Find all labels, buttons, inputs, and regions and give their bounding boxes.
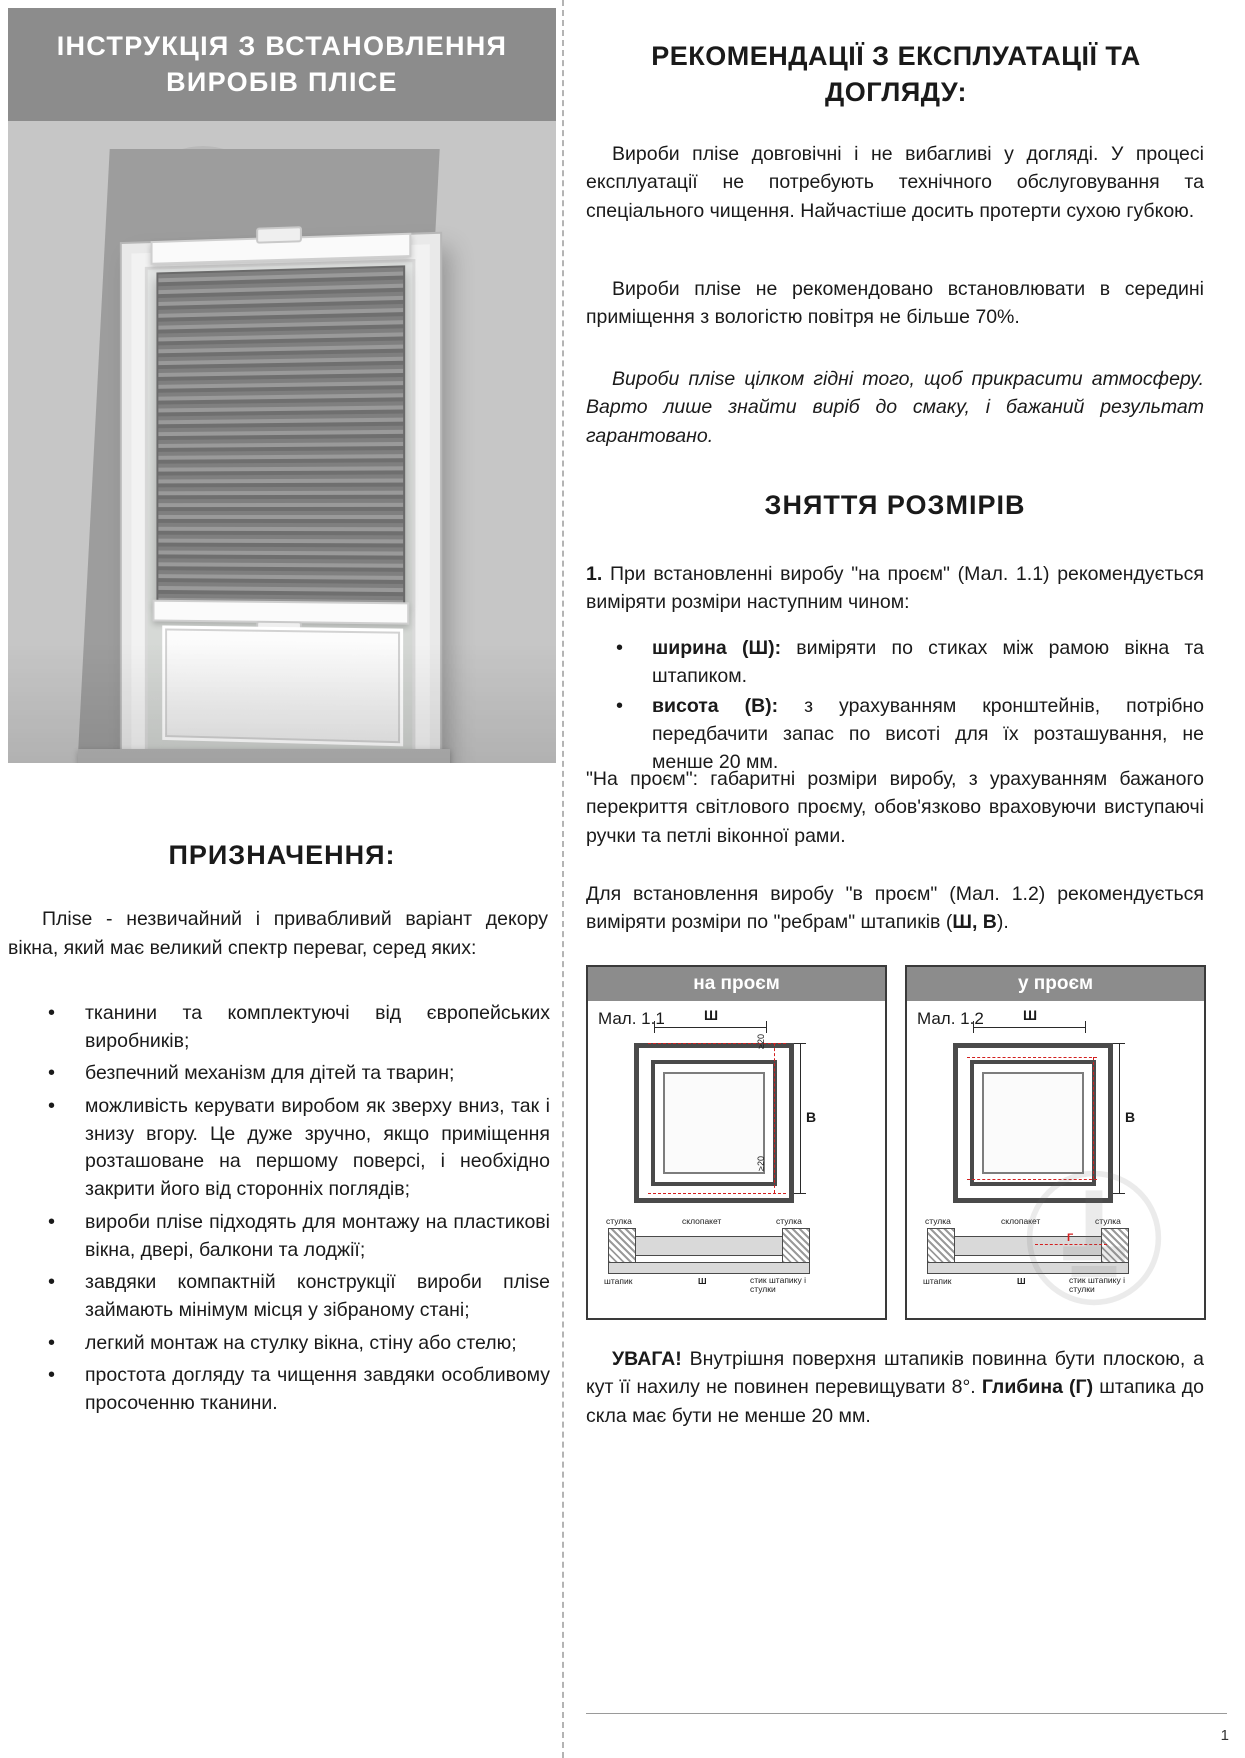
section-depth-label: Г bbox=[1067, 1232, 1074, 1244]
list-item: • завдяки компактній конструкції вироби пліse займають мінімум місця у зібраному стані; bbox=[30, 1269, 550, 1324]
recommendations-paragraph-2: Вироби пліse не рекомендовано встановлювати в середині приміщення з вологістю повітря не більше 70%. bbox=[586, 278, 1204, 329]
pleated-blind-illustration bbox=[8, 121, 556, 763]
list-item: • вироби пліse підходять для монтажу на пластикові вікна, двері, балкони та лоджії; bbox=[30, 1209, 550, 1264]
diagram-1-width-tick-right bbox=[766, 1021, 767, 1033]
section-label-width: Ш bbox=[1017, 1276, 1026, 1286]
section-glass-unit bbox=[951, 1236, 1105, 1256]
left-header-title: ІНСТРУКЦІЯ З ВСТАНОВЛЕННЯ ВИРОБІВ ПЛІСЕ bbox=[56, 30, 508, 97]
diagram-2-width-tick-left bbox=[973, 1021, 974, 1033]
section-label-sash-right: стулка bbox=[1095, 1216, 1121, 1226]
list-item: • безпечний механізм для дітей та тварин; bbox=[30, 1060, 550, 1088]
diagram-2-height-label: В bbox=[1125, 1109, 1136, 1125]
diagram-1-red-bottom bbox=[648, 1193, 786, 1194]
diagram-2-height-tick-top bbox=[1113, 1043, 1125, 1044]
diagram-2-width-line bbox=[973, 1027, 1085, 1028]
section-sash-right bbox=[1101, 1228, 1129, 1264]
diagram-1-offset-bottom: ≥20 bbox=[756, 1156, 766, 1171]
list-item bbox=[586, 635, 1204, 690]
measuring-step-text: При встановленні виробу "на проєм" (Мал. 1.1) рекомендується виміряти розміри наступним чином: bbox=[586, 563, 1204, 614]
warning-text-2: штапика до скла має бути не менше 20 мм. bbox=[586, 1376, 1204, 1427]
diagram-2-body bbox=[907, 1001, 1204, 1318]
diagram-2-height-tick-bottom bbox=[1113, 1193, 1125, 1194]
diagram-1-figure-label: Мал. 1.1 bbox=[598, 1009, 665, 1028]
diagram-1-offset-top: ≥20 bbox=[756, 1034, 766, 1049]
diagram-2-red-bottom bbox=[967, 1179, 1097, 1180]
section-sash-left bbox=[608, 1228, 636, 1264]
footer-rule bbox=[586, 1713, 1227, 1714]
section-beading bbox=[927, 1262, 1129, 1274]
section-label-sash-right: стулка bbox=[776, 1216, 802, 1226]
diagram-row bbox=[586, 965, 1206, 1320]
diagram-1-height-tick-bottom bbox=[794, 1193, 806, 1194]
diagram-2-window-sash bbox=[970, 1060, 1096, 1186]
page-number: 1 bbox=[1220, 1727, 1229, 1744]
warning-text-1: Внутрішня поверхня штапиків повинна бути плоскою, а кут її нахилу не повинен перевищувати 8°. bbox=[586, 1348, 1204, 1399]
measure-height-label: висота (В): bbox=[652, 695, 779, 718]
diagram-2-height-line bbox=[1119, 1043, 1120, 1193]
diagram-1-body bbox=[588, 1001, 885, 1318]
diagram-2-width-label: Ш bbox=[1023, 1007, 1038, 1023]
list-item: • простота догляду та чищення завдяки особливому просоченню тканини. bbox=[30, 1362, 550, 1417]
list-item bbox=[586, 693, 1204, 776]
purpose-title: ПРИЗНАЧЕННЯ: bbox=[168, 840, 396, 870]
column-divider bbox=[562, 0, 564, 1758]
measuring-p3-bold: Ш, В bbox=[952, 911, 997, 934]
diagram-1-height-tick-top bbox=[794, 1043, 806, 1044]
diagram-in-opening bbox=[905, 965, 1206, 1320]
warning-depth-label: Глибина (Г) bbox=[981, 1376, 1094, 1399]
section-label-glass: склопакет bbox=[1001, 1216, 1041, 1226]
diagram-1-red-right bbox=[774, 1043, 775, 1193]
measuring-paragraph-3 bbox=[586, 880, 1204, 937]
diagram-1-height-label: В bbox=[806, 1109, 817, 1125]
measuring-p3-after: ). bbox=[996, 911, 1009, 934]
pleated-fabric bbox=[156, 265, 405, 604]
measure-width-text: виміряти по стиках між рамою вікна та штапиком. bbox=[652, 637, 1204, 687]
section-glass-unit bbox=[632, 1236, 786, 1256]
measure-width-label: ширина (Ш): bbox=[652, 637, 782, 659]
diagram-1-width-tick-left bbox=[654, 1021, 655, 1033]
section-label-sash-left: стулка bbox=[606, 1216, 632, 1226]
section-beading bbox=[608, 1262, 810, 1274]
warning-paragraph bbox=[586, 1345, 1204, 1430]
section-label-joint: стик штапику і стулки bbox=[1069, 1275, 1125, 1295]
diagram-2-red-top bbox=[967, 1057, 1097, 1058]
recommendations-title: РЕКОМЕНДАЦІЇ З ЕКСПЛУАТАЦІЇ ТА ДОГЛЯДУ: bbox=[651, 41, 1141, 108]
diagram-1-section bbox=[598, 1214, 816, 1310]
warning-label: УВАГА! bbox=[612, 1348, 682, 1370]
list-item: • можливість керувати виробом як зверху вниз, так і знизу вгору. Це дуже зручно, якщо приміщення розташоване на першому поверсі, і необхідно закрити його від сторонніх поглядів; bbox=[30, 1093, 550, 1204]
section-sash-left bbox=[927, 1228, 955, 1264]
diagram-on-opening bbox=[586, 965, 887, 1320]
diagram-1-width-label: Ш bbox=[704, 1007, 719, 1023]
recommendations-paragraph-3: Вироби пліse цілком гідні того, щоб прикрасити атмосферу. Варто лише знайти виріб до смаку, і бажаний результат гарантовано. bbox=[586, 368, 1204, 447]
purpose-intro: Пліse - незвичайний і привабливий варіант декору вікна, який має великий спектр переваг, серед яких: bbox=[8, 908, 548, 959]
diagram-2-red-right bbox=[1093, 1057, 1094, 1179]
measuring-p3-before: Для встановлення виробу "в проєм" (Мал. 1.2) рекомендується виміряти розміри по "ребрам" штапиків ( bbox=[586, 883, 1204, 934]
left-header-banner bbox=[8, 8, 556, 121]
left-column bbox=[0, 0, 556, 1758]
diagram-1-header: на проєм bbox=[588, 967, 885, 1001]
section-label-joint: стик штапику і стулки bbox=[750, 1275, 806, 1295]
diagram-1-window-glass bbox=[663, 1072, 765, 1174]
section-label-beading: штапик bbox=[604, 1276, 633, 1286]
diagram-2-figure-label: Мал. 1.2 bbox=[917, 1009, 984, 1028]
list-item: • тканини та комплектуючі від європейських виробників; bbox=[30, 1000, 550, 1055]
purpose-bullet-list bbox=[30, 1000, 550, 1423]
diagram-1-window bbox=[634, 1043, 794, 1203]
diagram-2-window-glass bbox=[982, 1072, 1084, 1174]
section-sash-right bbox=[782, 1228, 810, 1264]
section-label-glass: склопакет bbox=[682, 1216, 722, 1226]
section-label-width: Ш bbox=[698, 1276, 707, 1286]
diagram-2-section bbox=[917, 1214, 1135, 1310]
section-label-beading: штапик bbox=[923, 1276, 952, 1286]
measuring-paragraph-2: "На проєм": габаритні розміри виробу, з урахуванням бажаного перекриття світлового проєму, обов'язково враховуючи виступаючі ручки та петлі віконної рами. bbox=[586, 768, 1204, 847]
diagram-2-header: у проєм bbox=[907, 967, 1204, 1001]
section-depth-line bbox=[1035, 1244, 1107, 1245]
section-label-sash-left: стулка bbox=[925, 1216, 951, 1226]
measuring-paragraph-1 bbox=[586, 560, 1204, 617]
measuring-title: ЗНЯТТЯ РОЗМІРІВ bbox=[764, 490, 1026, 520]
diagram-1-height-line bbox=[800, 1043, 801, 1193]
recommendations-paragraph-1: Вироби пліse довговічні і не вибагливі у догляді. У процесі експлуатації не потребують технічного обслуговування та спеціального чищення. Найчастіше досить протерти сухою губкою. bbox=[586, 143, 1204, 222]
illustration-shadow bbox=[8, 643, 556, 763]
diagram-2-width-tick-right bbox=[1085, 1021, 1086, 1033]
blind-top-handle bbox=[256, 226, 302, 243]
right-column bbox=[586, 0, 1226, 1758]
measuring-step-number: 1. bbox=[586, 563, 603, 585]
measure-height-text: з урахуванням кронштейнів, потрібно передбачити запас по висоті для їх розташування, не менше 20 мм. bbox=[652, 695, 1204, 773]
diagram-1-width-line bbox=[654, 1027, 766, 1028]
measuring-bullet-list bbox=[586, 635, 1204, 779]
list-item: • легкий монтаж на стулку вікна, стіну або стелю; bbox=[30, 1330, 550, 1358]
